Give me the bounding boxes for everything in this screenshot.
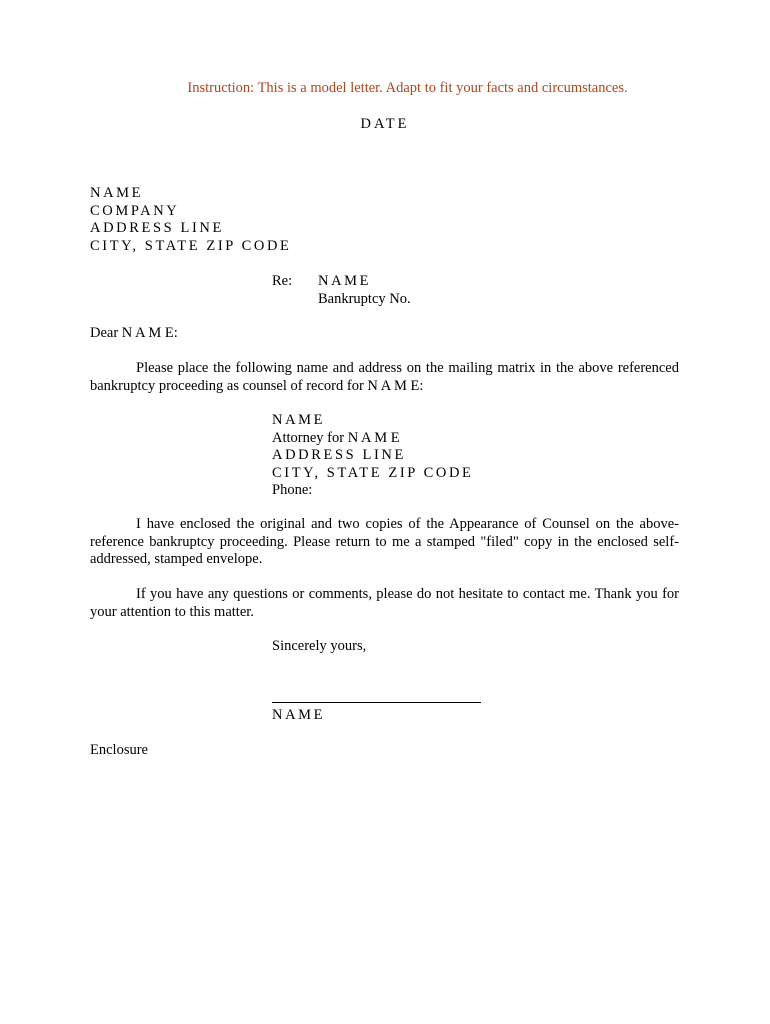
- instruction-note: Instruction: This is a model letter. Adapt to fit your facts and circumstances.: [187, 80, 628, 96]
- recipient-address: [90, 185, 291, 255]
- re-label: Re:: [272, 273, 293, 289]
- counsel-attorney-for: Attorney for N A M E: [272, 429, 400, 446]
- signature-name: NAME: [272, 707, 326, 723]
- re-name: NAME: [318, 273, 372, 289]
- recipient-address-line: ADDRESS LINE: [90, 220, 224, 236]
- closing: Sincerely yours,: [272, 638, 367, 654]
- body-paragraph-2: I have enclosed the original and two copies of the Appearance of Counsel on the above-reference bankruptcy proceeding. Please return to me a stamped "filed" copy in the enclosed self-addressed, stamped envelope.: [90, 516, 679, 567]
- salutation: Dear N A M E:: [90, 325, 178, 341]
- counsel-block: [272, 412, 473, 500]
- recipient-city: CITY, STATE ZIP CODE: [90, 237, 292, 254]
- counsel-name: NAME: [272, 412, 326, 428]
- recipient-name: NAME: [90, 185, 144, 201]
- enclosure-note: Enclosure: [90, 742, 148, 758]
- body-paragraph-3: If you have any questions or comments, please do not hesitate to contact me. Thank you for your attention to this matter.: [90, 586, 679, 620]
- re-block: [318, 273, 411, 308]
- letter-date: DATE: [360, 116, 410, 132]
- body-paragraph-1: Please place the following name and address on the mailing matrix in the above referenced bankruptcy proceeding as counsel of record for N A M E:: [90, 360, 679, 394]
- signature-line: [272, 702, 481, 703]
- re-case-number: Bankruptcy No.: [318, 290, 411, 307]
- recipient-company: COMPANY: [90, 202, 180, 219]
- counsel-address: ADDRESS LINE: [272, 447, 406, 463]
- counsel-phone: Phone:: [272, 482, 313, 498]
- counsel-city: CITY, STATE ZIP CODE: [272, 464, 474, 481]
